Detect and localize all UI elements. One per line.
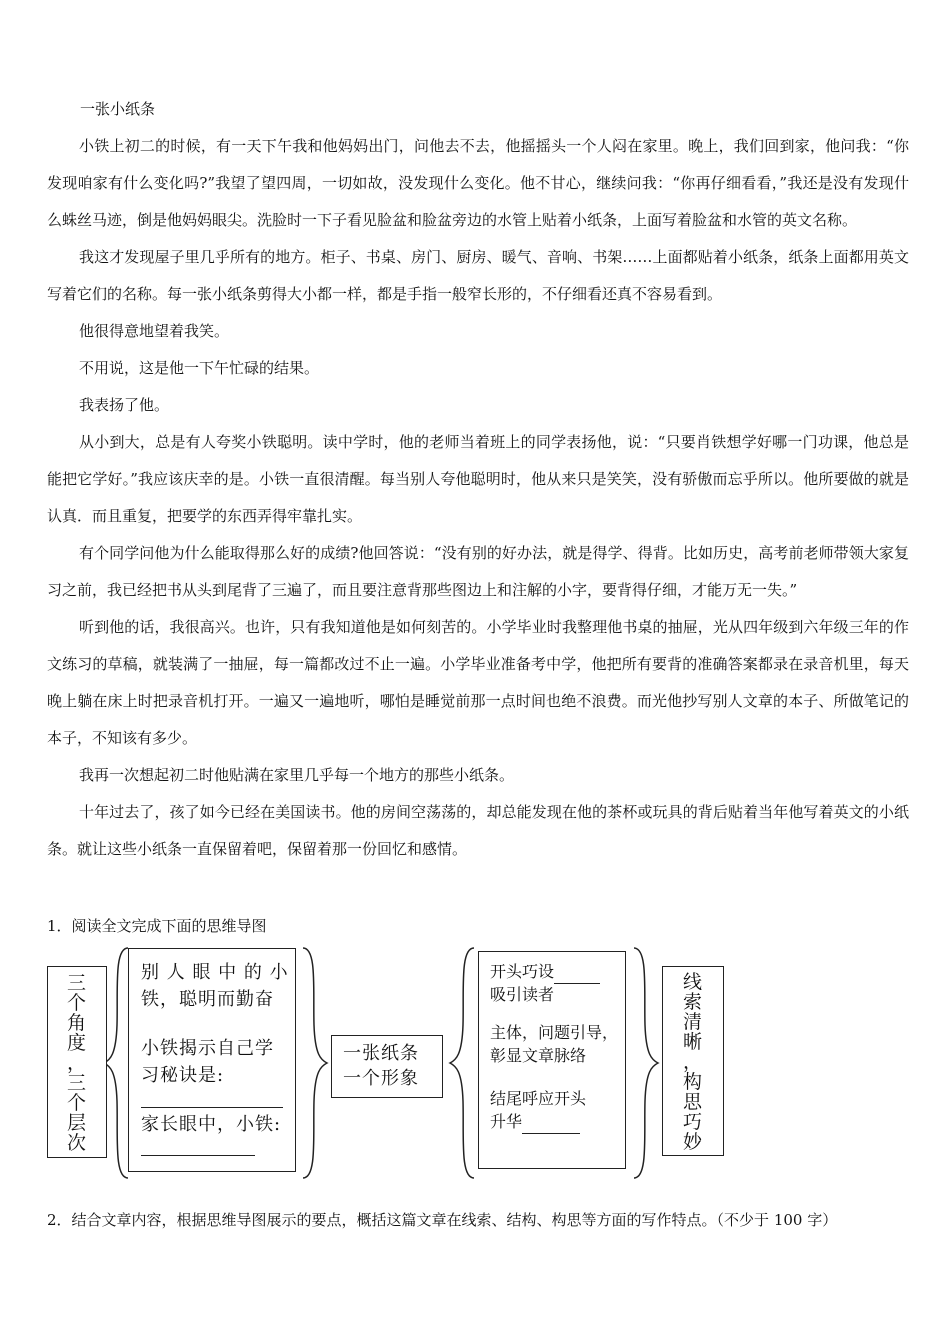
box2-line4: 习秘诀是:	[141, 1065, 225, 1086]
mindmap-right-box	[662, 966, 724, 1156]
right-box-text: 线 索 清 晰 ， 构 思 巧 妙	[682, 971, 702, 1153]
answer-blank-1[interactable]	[141, 1107, 283, 1108]
question-1: 1．阅读全文完成下面的思维导图	[47, 917, 267, 935]
paragraph: 他很得意地望着我笑。	[79, 322, 230, 340]
mindmap-center-box	[331, 1035, 443, 1098]
passage-title: 一张小纸条	[80, 100, 156, 118]
paragraph: 听到他的话，我很高兴。也许，只有我知道他是如何刻苦的。小学毕业时我整理他书桌的抽屉，光从四年级到六年级三年的作文练习的草稿，就装满了一抽屉，每一篇都改过不止一遍。小学毕业准备考中学，他把所有要背的准确答案都录在录音机里，每天晚上躺在床上时把录音机打开。一遍又一遍地听，哪怕是睡觉前那一点时间也绝不浪费。而光他抄写别人文章的本子、所做笔记的本子，不知该有多少。	[47, 618, 909, 747]
box2-line5: 家长眼中，小铁:	[141, 1114, 282, 1135]
paragraph: 我这才发现屋子里几乎所有的地方。柜子、书桌、房门、厨房、暖气、音响、书架……上面都贴着小纸条，纸条上面都用英文写着它们的名称。每一张小纸条剪得大小都一样，都是手指一般窄长形的，不仔细看还真不容易看到。	[47, 248, 909, 303]
box4-line2: 吸引读者	[490, 985, 555, 1004]
box4-line5: 结尾呼应开头	[490, 1089, 587, 1108]
box2-line1: 别 人 眼 中 的 小	[141, 962, 289, 983]
mindmap-box-views	[128, 948, 296, 1172]
brace-right-1	[303, 948, 327, 1178]
paragraph: 从小到大，总是有人夸奖小铁聪明。读中学时，他的老师当着班上的同学表扬他，说：“只要肖铁想学好哪一门功课，他总是能把它学好。”我应该庆幸的是。小铁一直很清醒。每当别人夸他聪明时，他从来只是笑笑，没有骄傲而忘乎所以。他所要做的就是认真．而且重复，把要学的东西弄得牢靠扎实。	[47, 433, 909, 525]
box4-line1: 开头巧设	[490, 960, 600, 984]
mindmap-left-box	[47, 966, 107, 1158]
mindmap-box-structure	[478, 951, 626, 1169]
paragraph: 有个同学问他为什么能取得那么好的成绩?他回答说：“没有别的好办法，就是得学、得背。比如历史，高考前老师带领大家复习之前，我已经把书从头到尾背了三遍了，而且要注意背那些图边上和注解的小字，要背得仔细，才能万无一失。”	[47, 544, 909, 599]
paragraph: 我表扬了他。	[79, 396, 170, 414]
paragraph: 十年过去了，孩了如今已经在美国读书。他的房间空荡荡的，却总能发现在他的茶杯或玩具的背后贴着当年他写着英文的小纸条。就让这些小纸条一直保留着吧，保留着那一份回忆和感情。	[47, 803, 909, 858]
box2-line2: 铁，聪明而勤奋	[141, 989, 274, 1010]
answer-blank-3[interactable]	[554, 983, 600, 984]
brace-left-2	[450, 948, 474, 1178]
left-box-text: 三 个 角 度 ， 三 个 层 次	[66, 972, 86, 1154]
brace-left-1	[104, 948, 128, 1178]
question-2: 2．结合文章内容，根据思维导图展示的要点，概括这篇文章在线索、结构、构思等方面的写作特点。（不少于 100 字）	[47, 1211, 838, 1229]
box4-line4: 彰显文章脉络	[490, 1046, 587, 1065]
paragraph: 小铁上初二的时候，有一天下午我和他妈妈出门，问他去不去，他摇摇头一个人闷在家里。晚上，我们回到家，他问我：“你发现咱家有什么变化吗?”我望了望四周，一切如故，没发现什么变化。他不甘心，继续问我：“你再仔细看看，”我还是没有发现什么蛛丝马迹，倒是他妈妈眼尖。洗脸时一下子看见脸盆和脸盆旁边的水管上贴着小纸条，上面写着脸盆和水管的英文名称。	[47, 137, 909, 229]
answer-blank-4[interactable]	[522, 1133, 580, 1134]
center-line2: 一个形象	[343, 1068, 419, 1089]
box4-line6: 升华	[490, 1110, 580, 1134]
paragraph: 我再一次想起初二时他贴满在家里几乎每一个地方的那些小纸条。	[79, 766, 515, 784]
center-line1: 一张纸条	[343, 1043, 419, 1064]
paragraph: 不用说，这是他一下午忙碌的结果。	[79, 359, 320, 377]
brace-right-2	[634, 948, 658, 1178]
answer-blank-2[interactable]	[141, 1155, 255, 1156]
box4-line3: 主体，问题引导，	[490, 1023, 619, 1042]
box2-line3: 小铁揭示自己学	[141, 1038, 274, 1059]
